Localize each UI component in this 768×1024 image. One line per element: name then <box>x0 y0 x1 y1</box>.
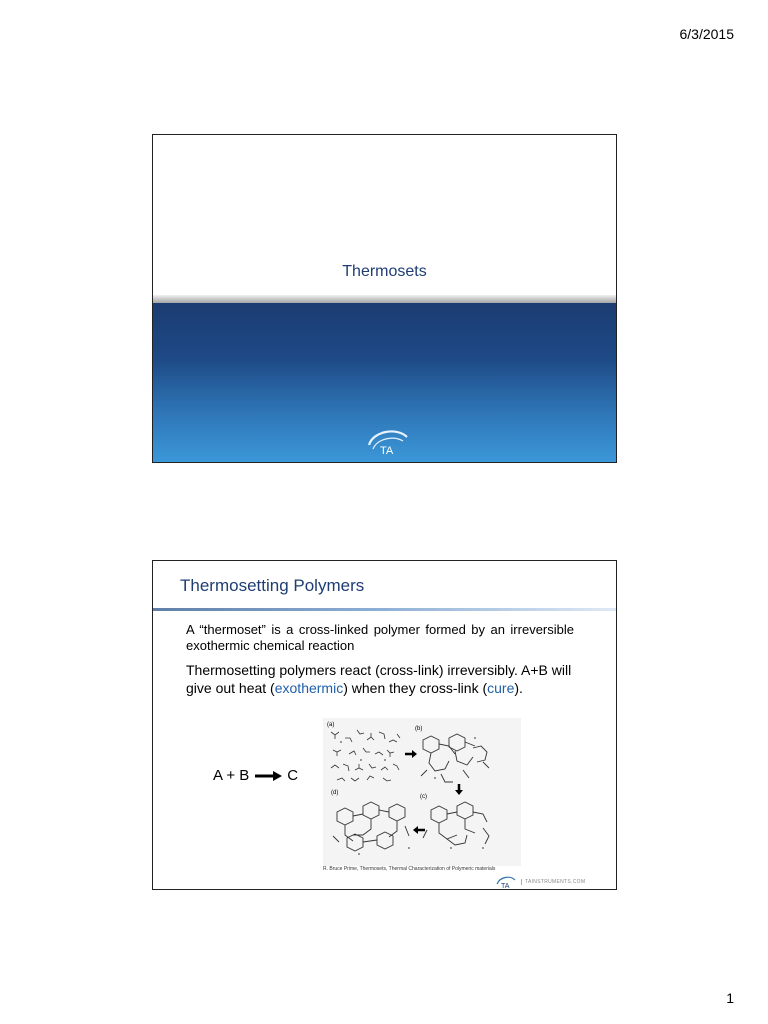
page-number: 1 <box>726 990 734 1006</box>
blue-banner <box>153 303 616 462</box>
body-text-part: Thermosetting polymers react (cross-link) irreversibly. A+B will give out heat ( <box>186 662 572 696</box>
divider-stripe <box>153 295 616 303</box>
body-text-part: ). <box>514 680 523 696</box>
footer-url: TAINSTRUMENTS.COM <box>521 879 585 885</box>
title-underline <box>153 608 616 611</box>
slide-thermosets <box>152 134 617 463</box>
arrow-right-icon <box>253 770 283 782</box>
slide-title: Thermosetting Polymers <box>180 576 365 595</box>
slide-thermosetting-polymers <box>152 560 617 890</box>
cure-highlight: cure <box>487 680 515 696</box>
panel-label-d: (d) <box>331 790 339 796</box>
body-text <box>186 661 586 697</box>
body-text-part: ) when they cross-link ( <box>343 680 488 696</box>
reaction-equation <box>213 767 298 784</box>
reactants: A + B <box>213 767 250 784</box>
panel-label-c: (c) <box>420 794 427 800</box>
footer-branding <box>495 875 585 889</box>
logo-text: TA <box>380 445 394 457</box>
panel-label-b: (b) <box>415 726 423 732</box>
logo-text: TA <box>501 883 510 889</box>
slide-title: Thermosets <box>342 263 427 280</box>
panel-label-a: (a) <box>327 722 335 728</box>
crosslinking-diagram <box>323 718 521 866</box>
page-date: 6/3/2015 <box>679 26 734 42</box>
slide-title-area <box>153 135 616 295</box>
citation-text: R. Bruce Prime, Thermosets, Thermal Characterization of Polymeric materials <box>323 866 496 872</box>
product: C <box>287 767 299 784</box>
ta-logo-icon <box>363 427 411 457</box>
ta-logo-icon <box>495 875 517 889</box>
exothermic-highlight: exothermic <box>274 680 344 696</box>
definition-text: A “thermoset” is a cross-linked polymer formed by an irreversible exothermic chemical reaction <box>186 622 574 653</box>
